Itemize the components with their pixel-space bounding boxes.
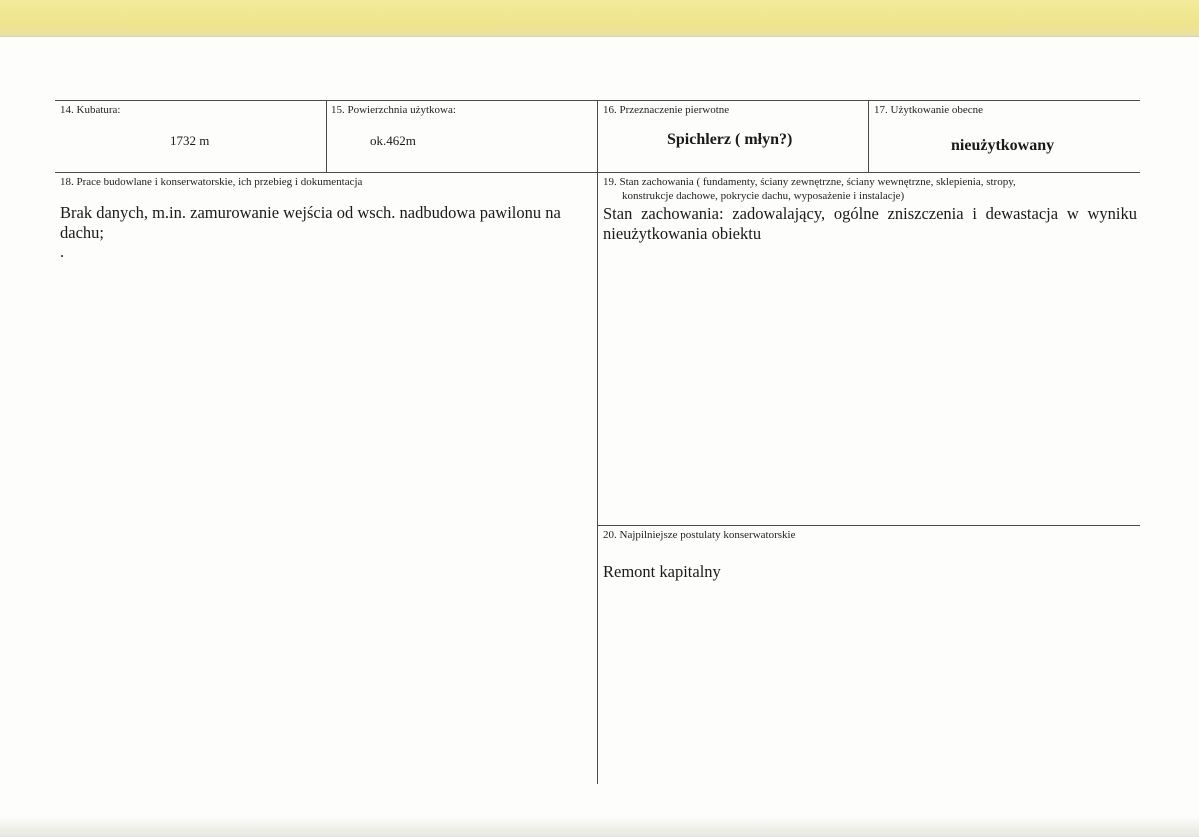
- uzytkowanie-label: 17. Użytkowanie obecne: [874, 104, 984, 116]
- postulaty-value: Remont kapitalny: [603, 562, 721, 581]
- postulaty-label: 20. Najpilniejsze postulaty konserwatorskie: [603, 529, 796, 541]
- stan-value: Stan zachowania: zadowalający, ogólne zniszczenia i dewastacja w wyniku nieużytkowania obiektu: [603, 204, 1137, 243]
- kubatura-value: 1732 m: [170, 133, 210, 148]
- przeznaczenie-label: 16. Przeznaczenie pierwotne: [603, 104, 730, 116]
- prace-label: 18. Prace budowlane i konserwatorskie, ich przebieg i dokumentacja: [60, 176, 363, 188]
- prace-extra: .: [60, 242, 65, 261]
- stan-label-line2: konstrukcje dachowe, pokrycie dachu, wyposażenie i instalacje): [622, 190, 905, 202]
- prace-value: Brak danych, m.in. zamurowanie wejścia od wsch. nadbudowa pawilonu na dachu;: [60, 203, 561, 242]
- powierzchnia-value: ok.462m: [370, 133, 416, 148]
- scan-top-edge: [0, 0, 1199, 37]
- przeznaczenie-value: Spichlerz ( młyn?): [667, 131, 793, 148]
- scan-bottom-edge: [0, 818, 1199, 837]
- stan-label-line1: 19. Stan zachowania ( fundamenty, ściany zewnętrzne, ściany wewnętrzne, sklepienia, stropy,: [603, 176, 1016, 188]
- uzytkowanie-value: nieużytkowany: [951, 137, 1055, 154]
- powierzchnia-label: 15. Powierzchnia użytkowa:: [331, 104, 456, 116]
- kubatura-label: 14. Kubatura:: [60, 104, 121, 116]
